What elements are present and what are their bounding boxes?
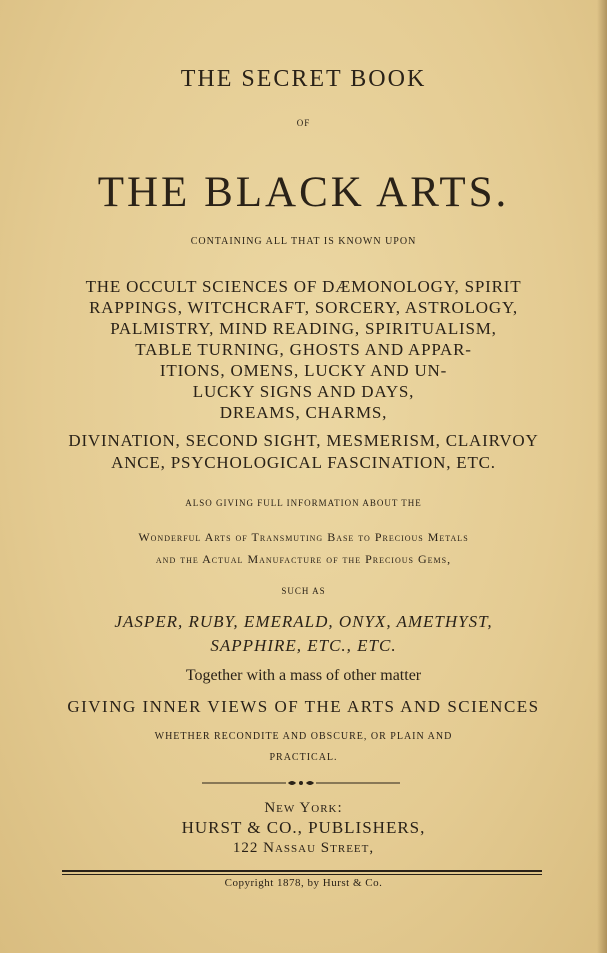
whether-line: WHETHER RECONDITE AND OBSCURE, OR PLAIN AND bbox=[154, 731, 453, 742]
gems-line: JASPER, RUBY, EMERALD, ONYX, AMETHYST, bbox=[114, 612, 493, 631]
together-line: Together with a mass of other matter bbox=[185, 667, 422, 684]
ornament-divider-icon bbox=[202, 778, 400, 788]
practical-line: PRACTICAL. bbox=[269, 752, 338, 763]
title-of: OF bbox=[296, 118, 311, 128]
topic-line: ANCE, PSYCHOLOGICAL FASCINATION, ETC. bbox=[111, 453, 496, 472]
rule-thick bbox=[62, 870, 542, 872]
arts-line: and the Actual Manufacture of the Precious Gems, bbox=[155, 552, 452, 566]
publisher-address: 122 Nassau Street, bbox=[232, 840, 375, 856]
publisher-city: New York: bbox=[264, 800, 343, 816]
arts-line: Wonderful Arts of Transmuting Base to Precious Metals bbox=[138, 530, 469, 544]
such-as-line: SUCH AS bbox=[281, 586, 326, 596]
also-giving-line: ALSO GIVING FULL INFORMATION ABOUT THE bbox=[185, 498, 422, 508]
topic-line: LUCKY SIGNS AND DAYS, bbox=[192, 382, 415, 401]
topic-line: PALMISTRY, MIND READING, SPIRITUALISM, bbox=[110, 319, 497, 338]
topic-line: DIVINATION, SECOND SIGHT, MESMERISM, CLAIRVOY bbox=[68, 431, 539, 450]
topic-line: THE OCCULT SCIENCES OF DÆMONOLOGY, SPIRIT bbox=[85, 277, 522, 296]
title-line-1: THE SECRET BOOK bbox=[180, 66, 427, 92]
main-title: THE BLACK ARTS. bbox=[97, 169, 510, 216]
rule-thin bbox=[62, 874, 542, 875]
giving-line: GIVING INNER VIEWS OF THE ARTS AND SCIENCES bbox=[67, 697, 540, 716]
gems-line: SAPPHIRE, ETC., ETC. bbox=[210, 636, 397, 655]
containing-line: CONTAINING ALL THAT IS KNOWN UPON bbox=[190, 236, 417, 247]
copyright-line: Copyright 1878, by Hurst & Co. bbox=[224, 877, 383, 889]
topic-line: ITIONS, OMENS, LUCKY AND UN- bbox=[159, 361, 448, 380]
topic-line: DREAMS, CHARMS, bbox=[219, 403, 388, 422]
topic-line: TABLE TURNING, GHOSTS AND APPAR- bbox=[135, 340, 472, 359]
topic-line: RAPPINGS, WITCHCRAFT, SORCERY, ASTROLOGY, bbox=[89, 298, 518, 317]
publisher-name: HURST & CO., PUBLISHERS, bbox=[181, 818, 426, 837]
